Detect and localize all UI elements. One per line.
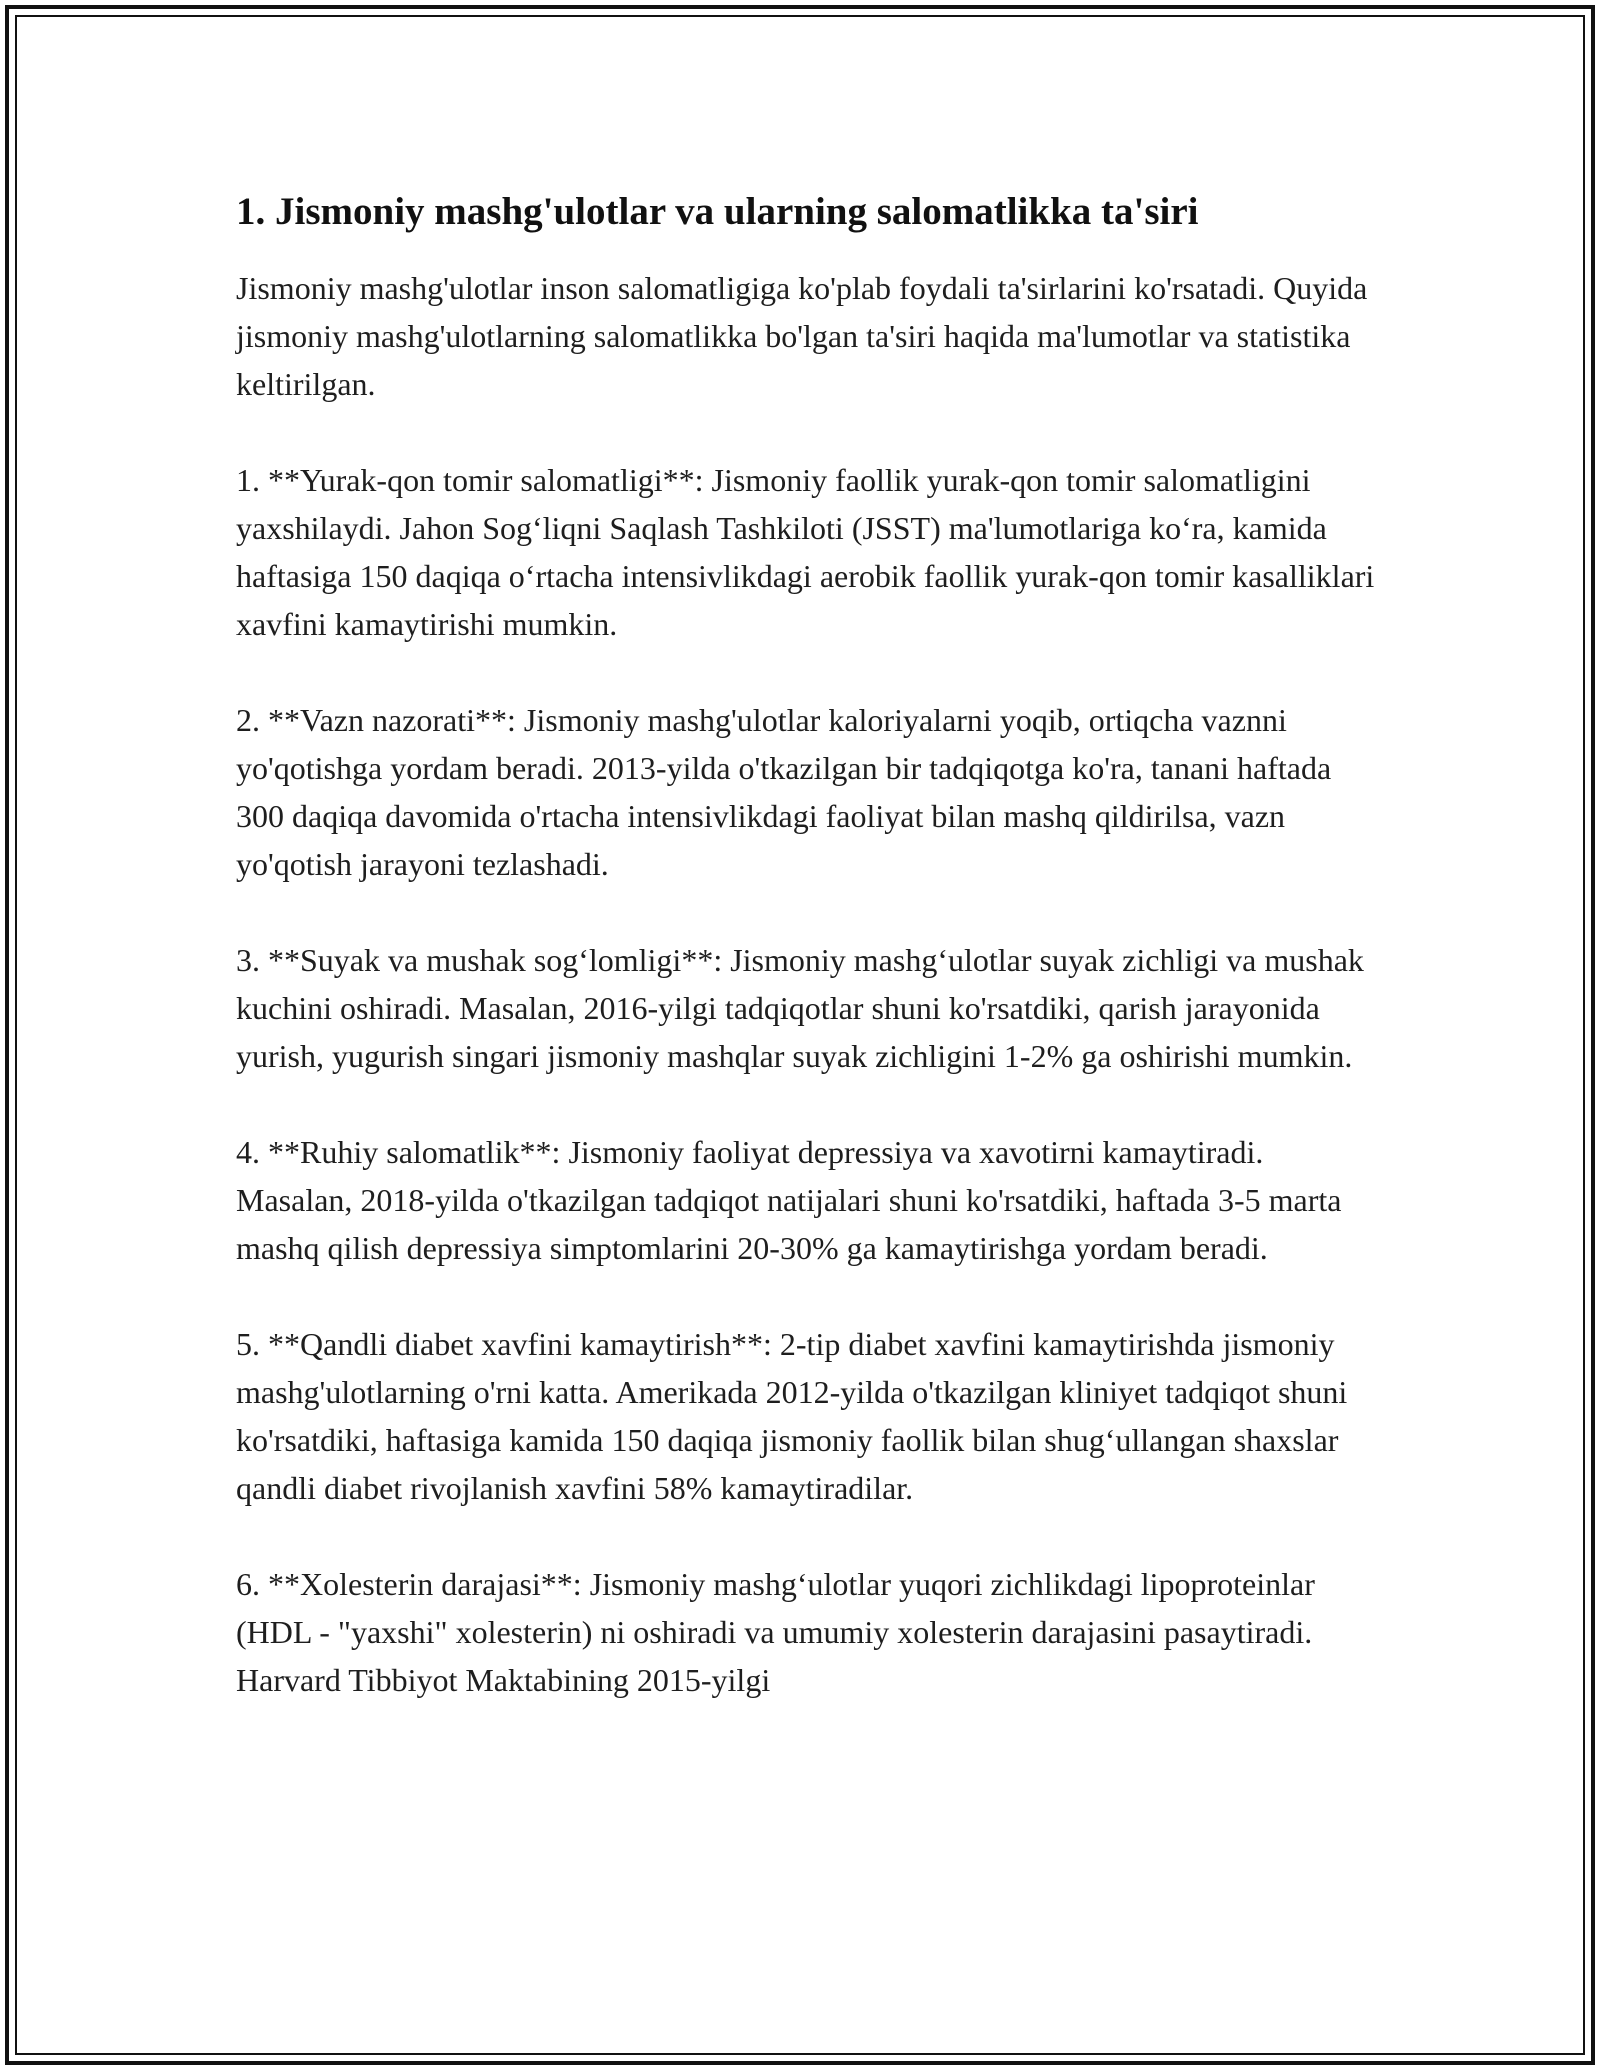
item-cardiovascular-health: 1. **Yurak-qon tomir salomatligi**: Jismoniy faollik yurak-qon tomir salomatligini yaxshilaydi. Jahon Sog‘liqni Saqlash Tashkiloti (JSST) ma'lumotlariga ko‘ra, kamida haftasiga 150 daqiqa o‘rtacha intensivlikdagi aerobik faollik yurak-qon tomir kasalliklari xavfini kamaytirishi mumkin. [236, 462, 1375, 642]
item-cholesterol-level: 6. **Xolesterin darajasi**: Jismoniy mashg‘ulotlar yuqori zichlikdagi lipoproteinlar (HDL - "yaxshi" xolesterin) ni oshiradi va umumiy xolesterin darajasini pasaytiradi. Harvard Tibbiyot Maktabining 2015-yilgi [236, 1566, 1315, 1698]
item-mental-health: 4. **Ruhiy salomatlik**: Jismoniy faoliyat depressiya va xavotirni kamaytiradi. Masalan, 2018-yilda o'tkazilgan tadqiqot natijalari shuni ko'rsatdiki, haftada 3-5 marta mashq qilish depressiya simptomlarini 20-30% ga kamaytirishga yordam beradi. [236, 1134, 1342, 1266]
item-weight-control: 2. **Vazn nazorati**: Jismoniy mashg'ulotlar kaloriyalarni yoqib, ortiqcha vaznni yo'qotishga yordam beradi. 2013-yilda o'tkazilgan bir tadqiqotga ko'ra, tanani haftada 300 daqiqa davomida o'rtacha intensivlikdagi faoliyat bilan mashq qildirilsa, vazn yo'qotish jarayoni tezlashadi. [236, 702, 1332, 882]
intro-paragraph: Jismoniy mashg'ulotlar inson salomatligiga ko'plab foydali ta'sirlarini ko'rsatadi. Quyida jismoniy mashg'ulotlarning salomatlikka bo'lgan ta'siri haqida ma'lumotlar va statistika keltirilgan. [236, 270, 1368, 402]
item-diabetes-risk: 5. **Qandli diabet xavfini kamaytirish**: 2-tip diabet xavfini kamaytirishda jismoniy mashg'ulotlarning o'rni katta. Amerikada 2012-yilda o'tkazilgan kliniyet tadqiqot shuni ko'rsatdiki, haftasiga kamida 150 daqiqa jismoniy faollik bilan shug‘ullangan shaxslar qandli diabet rivojlanish xavfini 58% kamaytiradilar. [236, 1326, 1348, 1506]
section-heading: 1. Jismoniy mashg'ulotlar va ularning salomatlikka ta'siri [236, 190, 1199, 233]
item-bone-muscle-health: 3. **Suyak va mushak sog‘lomligi**: Jismoniy mashg‘ulotlar suyak zichligi va mushak kuchini oshiradi. Masalan, 2016-yilgi tadqiqotlar shuni ko'rsatdiki, qarish jarayonida yurish, yugurish singari jismoniy mashqlar suyak zichligini 1-2% ga oshirishi mumkin. [236, 942, 1364, 1074]
document-body [236, 184, 1376, 1704]
